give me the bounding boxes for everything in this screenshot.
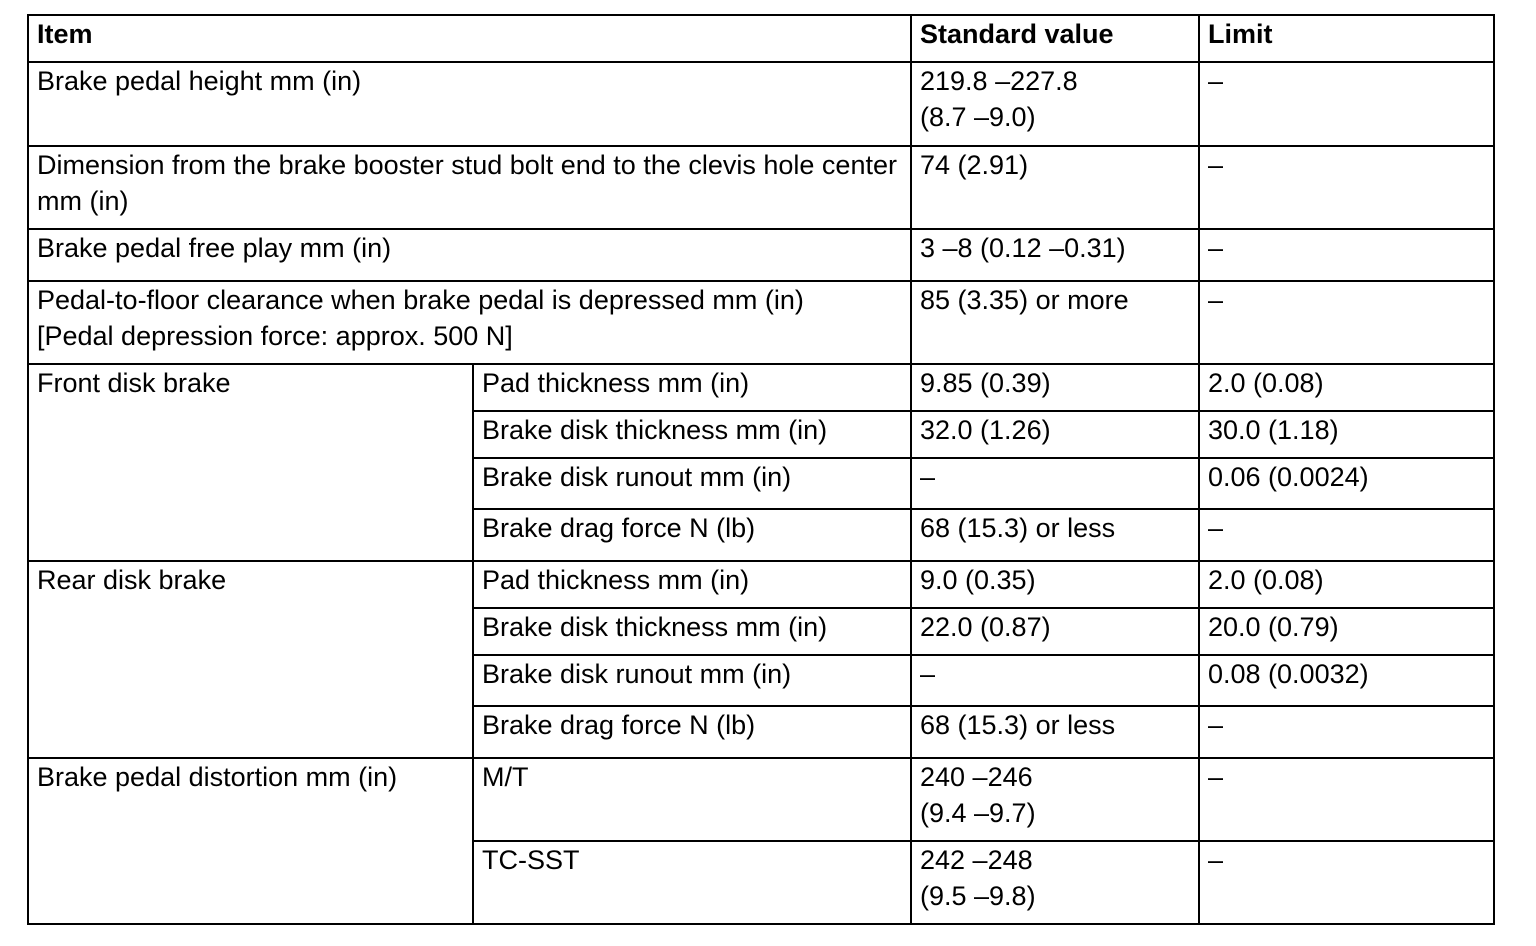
- standard-value-cell: 240 –246 (9.4 –9.7): [911, 758, 1199, 841]
- sub-item-cell: Brake disk thickness mm (in): [473, 411, 911, 458]
- sub-item-cell: Brake disk thickness mm (in): [473, 608, 911, 655]
- limit-cell: 0.08 (0.0032): [1199, 655, 1494, 706]
- limit-cell: 30.0 (1.18): [1199, 411, 1494, 458]
- sub-item-cell: Brake disk runout mm (in): [473, 458, 911, 509]
- item-cell: Pedal-to-floor clearance when brake pedal is depressed mm (in) [Pedal depression force: approx. 500 N]: [28, 281, 911, 364]
- item-cell: Brake pedal height mm (in): [28, 62, 911, 146]
- standard-value-cell: 22.0 (0.87): [911, 608, 1199, 655]
- limit-cell: –: [1199, 706, 1494, 758]
- limit-cell: –: [1199, 229, 1494, 281]
- table-row: [28, 758, 1494, 841]
- limit-cell: –: [1199, 841, 1494, 924]
- sub-item-cell: Pad thickness mm (in): [473, 561, 911, 608]
- brake-spec-table: [27, 14, 1495, 925]
- standard-value-cell: 68 (15.3) or less: [911, 509, 1199, 561]
- standard-value-cell: 219.8 –227.8 (8.7 –9.0): [911, 62, 1199, 146]
- standard-value-cell: –: [911, 655, 1199, 706]
- limit-cell: 0.06 (0.0024): [1199, 458, 1494, 509]
- sub-item-cell: Pad thickness mm (in): [473, 364, 911, 411]
- limit-header: Limit: [1199, 15, 1494, 62]
- standard-value-cell: 9.85 (0.39): [911, 364, 1199, 411]
- standard-value-cell: 242 –248 (9.5 –9.8): [911, 841, 1199, 924]
- item-cell: Dimension from the brake booster stud bolt end to the clevis hole center mm (in): [28, 146, 911, 229]
- table-row: [28, 229, 1494, 281]
- standard-value-cell: 68 (15.3) or less: [911, 706, 1199, 758]
- sub-item-cell: Brake disk runout mm (in): [473, 655, 911, 706]
- table-row: [28, 146, 1494, 229]
- standard-value-header: Standard value: [911, 15, 1199, 62]
- limit-cell: –: [1199, 758, 1494, 841]
- table-row: [28, 62, 1494, 146]
- standard-value-cell: 85 (3.35) or more: [911, 281, 1199, 364]
- group-cell-rear-disk-brake: Rear disk brake: [28, 561, 473, 758]
- limit-cell: 2.0 (0.08): [1199, 364, 1494, 411]
- sub-item-cell: Brake drag force N (lb): [473, 509, 911, 561]
- limit-cell: –: [1199, 146, 1494, 229]
- table-row: [28, 281, 1494, 364]
- header-row: [28, 15, 1494, 62]
- limit-cell: –: [1199, 62, 1494, 146]
- standard-value-cell: 3 –8 (0.12 –0.31): [911, 229, 1199, 281]
- item-header: Item: [28, 15, 911, 62]
- table-row: [28, 364, 1494, 411]
- sub-item-cell: TC-SST: [473, 841, 911, 924]
- table-row: [28, 561, 1494, 608]
- limit-cell: 2.0 (0.08): [1199, 561, 1494, 608]
- standard-value-cell: 9.0 (0.35): [911, 561, 1199, 608]
- group-cell-front-disk-brake: Front disk brake: [28, 364, 473, 561]
- limit-cell: 20.0 (0.79): [1199, 608, 1494, 655]
- sub-item-cell: Brake drag force N (lb): [473, 706, 911, 758]
- limit-cell: –: [1199, 281, 1494, 364]
- limit-cell: –: [1199, 509, 1494, 561]
- standard-value-cell: 32.0 (1.26): [911, 411, 1199, 458]
- group-cell-brake-pedal-distortion: Brake pedal distortion mm (in): [28, 758, 473, 924]
- standard-value-cell: 74 (2.91): [911, 146, 1199, 229]
- item-cell: Brake pedal free play mm (in): [28, 229, 911, 281]
- sub-item-cell: M/T: [473, 758, 911, 841]
- standard-value-cell: –: [911, 458, 1199, 509]
